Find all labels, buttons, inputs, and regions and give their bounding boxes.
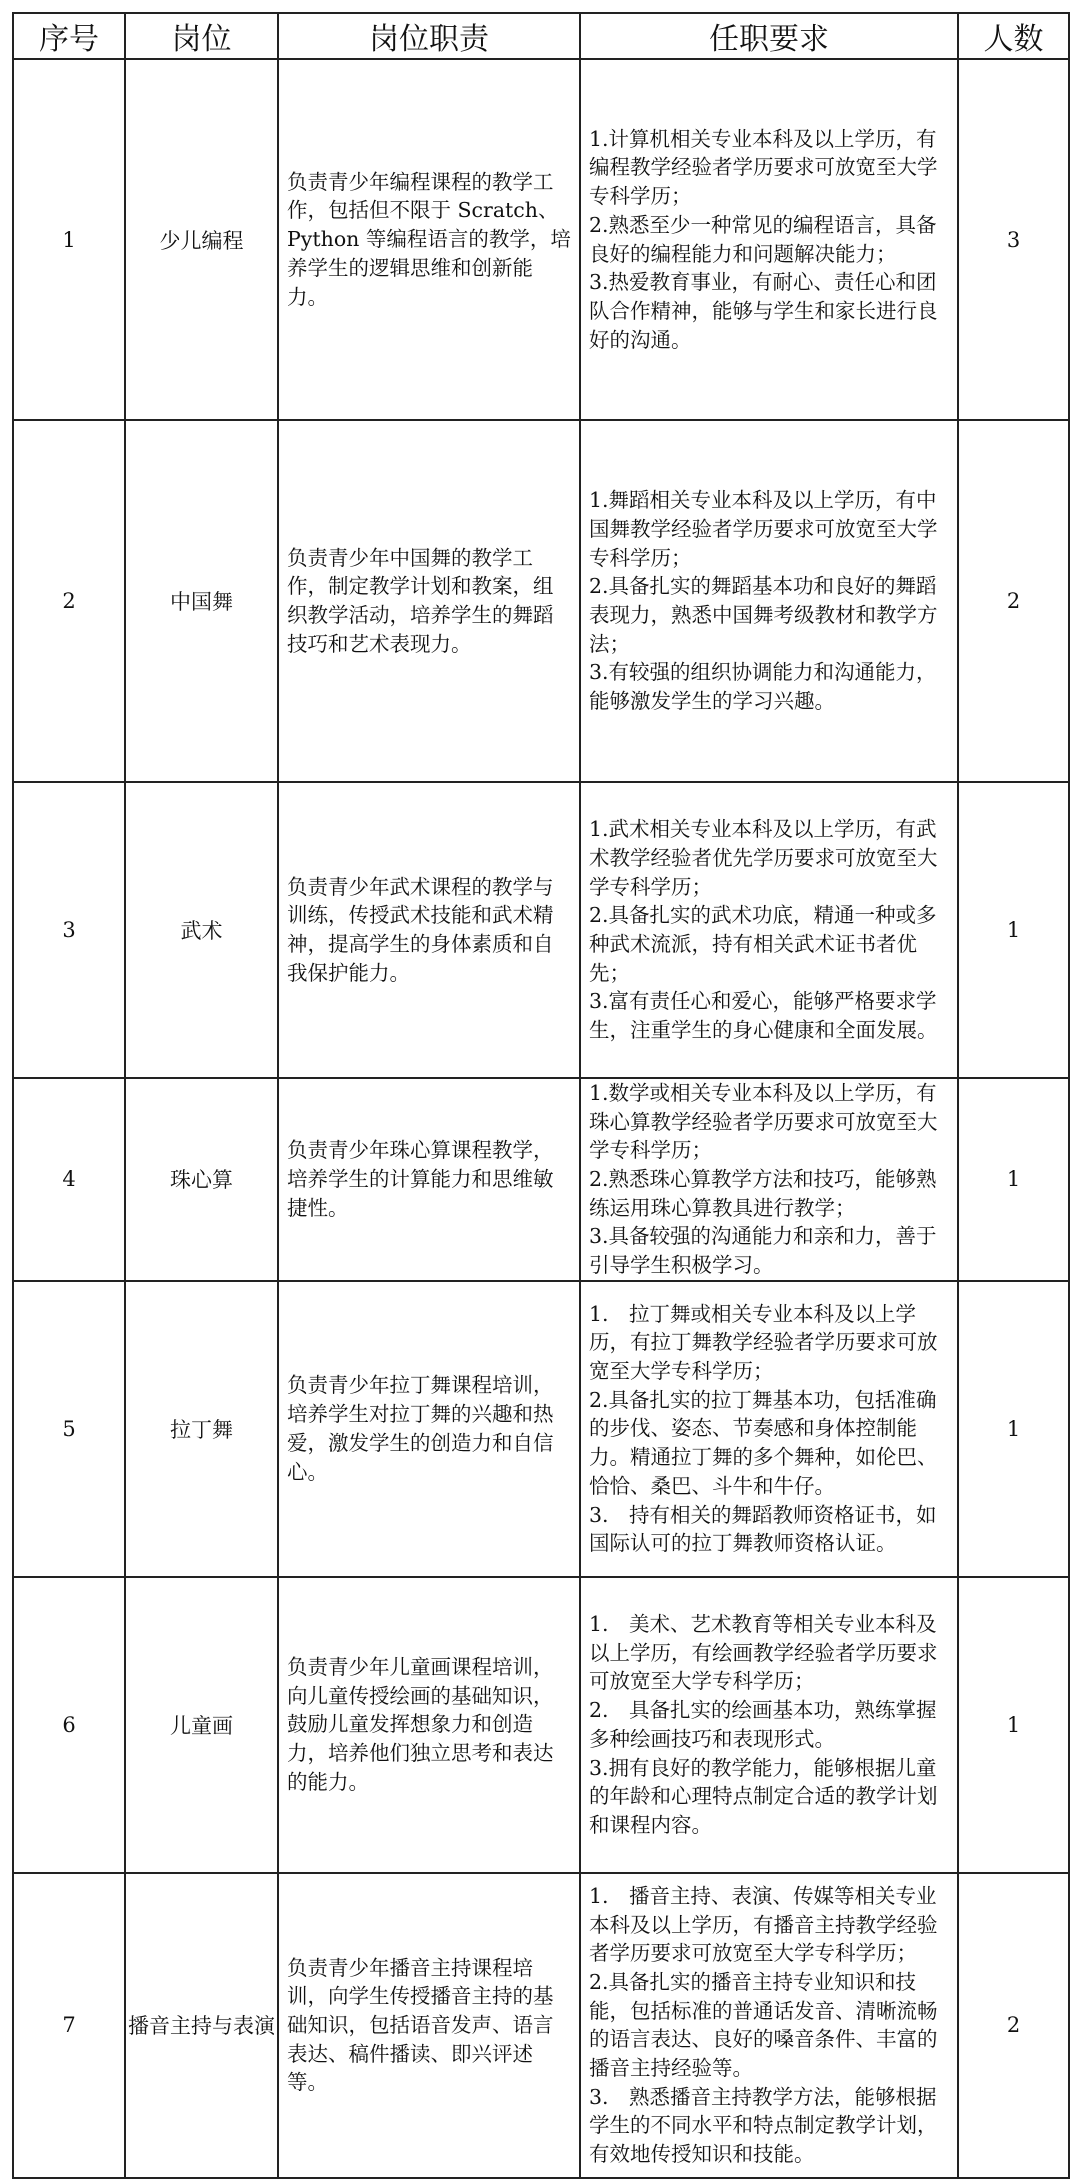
table-row [13, 1078, 1069, 1281]
position-name: 珠心算 [125, 1078, 278, 1281]
position-duty: 负责青少年中国舞的教学工作，制定教学计划和教案，组织教学活动，培养学生的舞蹈技巧和艺术表现力。 [278, 420, 580, 782]
requirement-item: 2.熟悉至少一种常见的编程语言，具备良好的编程能力和问题解决能力； [589, 212, 937, 266]
headcount: 2 [958, 420, 1069, 782]
position-duty: 负责青少年武术课程的教学与训练，传授武术技能和武术精神，提高学生的身体素质和自我保护能力。 [278, 782, 580, 1078]
requirement-item: 2. 具备扎实的绘画基本功，熟练掌握多种绘画技巧和表现形式。 [589, 1698, 937, 1751]
row-number: 7 [13, 1873, 125, 2178]
requirement-item: 1. 拉丁舞或相关专业本科及以上学历，有拉丁舞教学经验者学历要求可放宽至大学专科学历； [589, 1301, 938, 1384]
requirement-item: 1. 美术、艺术教育等相关专业本科及以上学历，有绘画教学经验者学历要求可放宽至大学专科学历； [589, 1612, 938, 1694]
position-name: 武术 [125, 782, 278, 1078]
table-row [13, 782, 1069, 1078]
position-requirements [580, 1078, 958, 1281]
header-count: 人数 [958, 13, 1069, 59]
row-number: 4 [13, 1078, 125, 1281]
requirement-item: 2.熟悉珠心算教学方法和技巧，能够熟练运用珠心算教具进行教学； [589, 1167, 937, 1220]
requirement-item: 1.计算机相关专业本科及以上学历，有编程教学经验者学历要求可放宽至大学专科学历； [589, 126, 938, 209]
requirement-item: 3.具备较强的沟通能力和亲和力，善于引导学生积极学习。 [589, 1224, 937, 1278]
headcount: 2 [958, 1873, 1069, 2178]
requirement-item: 1.数学或相关专业本科及以上学历，有珠心算教学经验者学历要求可放宽至大学专科学历； [589, 1081, 938, 1163]
table-row [13, 1281, 1069, 1577]
position-name: 播音主持与表演 [125, 1873, 278, 2178]
position-requirements [580, 1577, 958, 1873]
table-row [13, 1873, 1069, 2178]
position-name: 中国舞 [125, 420, 278, 782]
requirement-item: 3.拥有良好的教学能力，能够根据儿童的年龄和心理特点制定合适的教学计划和课程内容。 [589, 1755, 938, 1837]
requirement-item: 2.具备扎实的拉丁舞基本功，包括准确的步伐、姿态、节奏感和身体控制能力。精通拉丁舞的多个舞种，如伦巴、恰恰、桑巴、斗牛和牛仔。 [589, 1387, 938, 1498]
row-number: 1 [13, 59, 125, 420]
position-name: 儿童画 [125, 1577, 278, 1873]
row-number: 5 [13, 1281, 125, 1577]
requirement-item: 3.富有责任心和爱心，能够严格要求学生，注重学生的身心健康和全面发展。 [589, 989, 938, 1043]
position-requirements [580, 1873, 958, 2178]
position-requirements [580, 420, 958, 782]
requirement-item: 3. 持有相关的舞蹈教师资格证书，如国际认可的拉丁舞教师资格认证。 [589, 1502, 937, 1556]
requirement-item: 2.具备扎实的舞蹈基本功和良好的舞蹈表现力，熟悉中国舞考级教材和教学方法； [589, 574, 938, 656]
headcount: 1 [958, 1281, 1069, 1577]
requirement-item: 1.舞蹈相关专业本科及以上学历，有中国舞教学经验者学历要求可放宽至大学专科学历； [589, 488, 938, 570]
table-row [13, 59, 1069, 420]
header-position: 岗位 [125, 13, 278, 59]
recruitment-table [12, 12, 1070, 2179]
table-row [13, 1577, 1069, 1873]
headcount: 1 [958, 782, 1069, 1078]
requirement-item: 2.具备扎实的播音主持专业知识和技能，包括标准的普通话发音、清晰流畅的语言表达、良好的嗓音条件、丰富的播音主持经验等。 [589, 1969, 938, 2080]
position-duty: 负责青少年播音主持课程培训，向学生传授播音主持的基础知识，包括语音发声、语言表达、稿件播读、即兴评述等。 [278, 1873, 580, 2178]
position-name: 少儿编程 [125, 59, 278, 420]
header-duty: 岗位职责 [278, 13, 580, 59]
requirement-item: 3.有较强的组织协调能力和沟通能力，能够激发学生的学习兴趣。 [589, 660, 937, 714]
requirement-item: 1. 播音主持、表演、传媒等相关专业本科及以上学历，有播音主持教学经验者学历要求可放宽至大学专科学历； [589, 1883, 938, 1966]
header-requirements: 任职要求 [580, 13, 958, 59]
requirement-item: 2.具备扎实的武术功底，精通一种或多种武术流派，持有相关武术证书者优先； [589, 903, 937, 985]
position-name: 拉丁舞 [125, 1281, 278, 1577]
requirement-item: 3.热爱教育事业，有耐心、责任心和团队合作精神，能够与学生和家长进行良好的沟通。 [589, 270, 938, 352]
position-requirements [580, 1281, 958, 1577]
row-number: 3 [13, 782, 125, 1078]
requirement-item: 1.武术相关专业本科及以上学历，有武术教学经验者优先学历要求可放宽至大学专科学历； [589, 817, 938, 899]
requirement-item: 3. 熟悉播音主持教学方法，能够根据学生的不同水平和特点制定教学计划，有效地传授知识和技能。 [589, 2084, 938, 2167]
position-requirements [580, 59, 958, 420]
position-duty: 负责青少年编程课程的教学工作，包括但不限于 Scratch、Python 等编程语言的教学，培养学生的逻辑思维和创新能力。 [278, 59, 580, 420]
row-number: 6 [13, 1577, 125, 1873]
headcount: 1 [958, 1577, 1069, 1873]
headcount: 3 [958, 59, 1069, 420]
position-duty: 负责青少年儿童画课程培训，向儿童传授绘画的基础知识，鼓励儿童发挥想象力和创造力，培养他们独立思考和表达的能力。 [278, 1577, 580, 1873]
headcount: 1 [958, 1078, 1069, 1281]
row-number: 2 [13, 420, 125, 782]
position-duty: 负责青少年珠心算课程教学，培养学生的计算能力和思维敏捷性。 [278, 1078, 580, 1281]
header-row [13, 13, 1069, 59]
position-requirements [580, 782, 958, 1078]
header-num: 序号 [13, 13, 125, 59]
position-duty: 负责青少年拉丁舞课程培训，培养学生对拉丁舞的兴趣和热爱，激发学生的创造力和自信心。 [278, 1281, 580, 1577]
table-row [13, 420, 1069, 782]
